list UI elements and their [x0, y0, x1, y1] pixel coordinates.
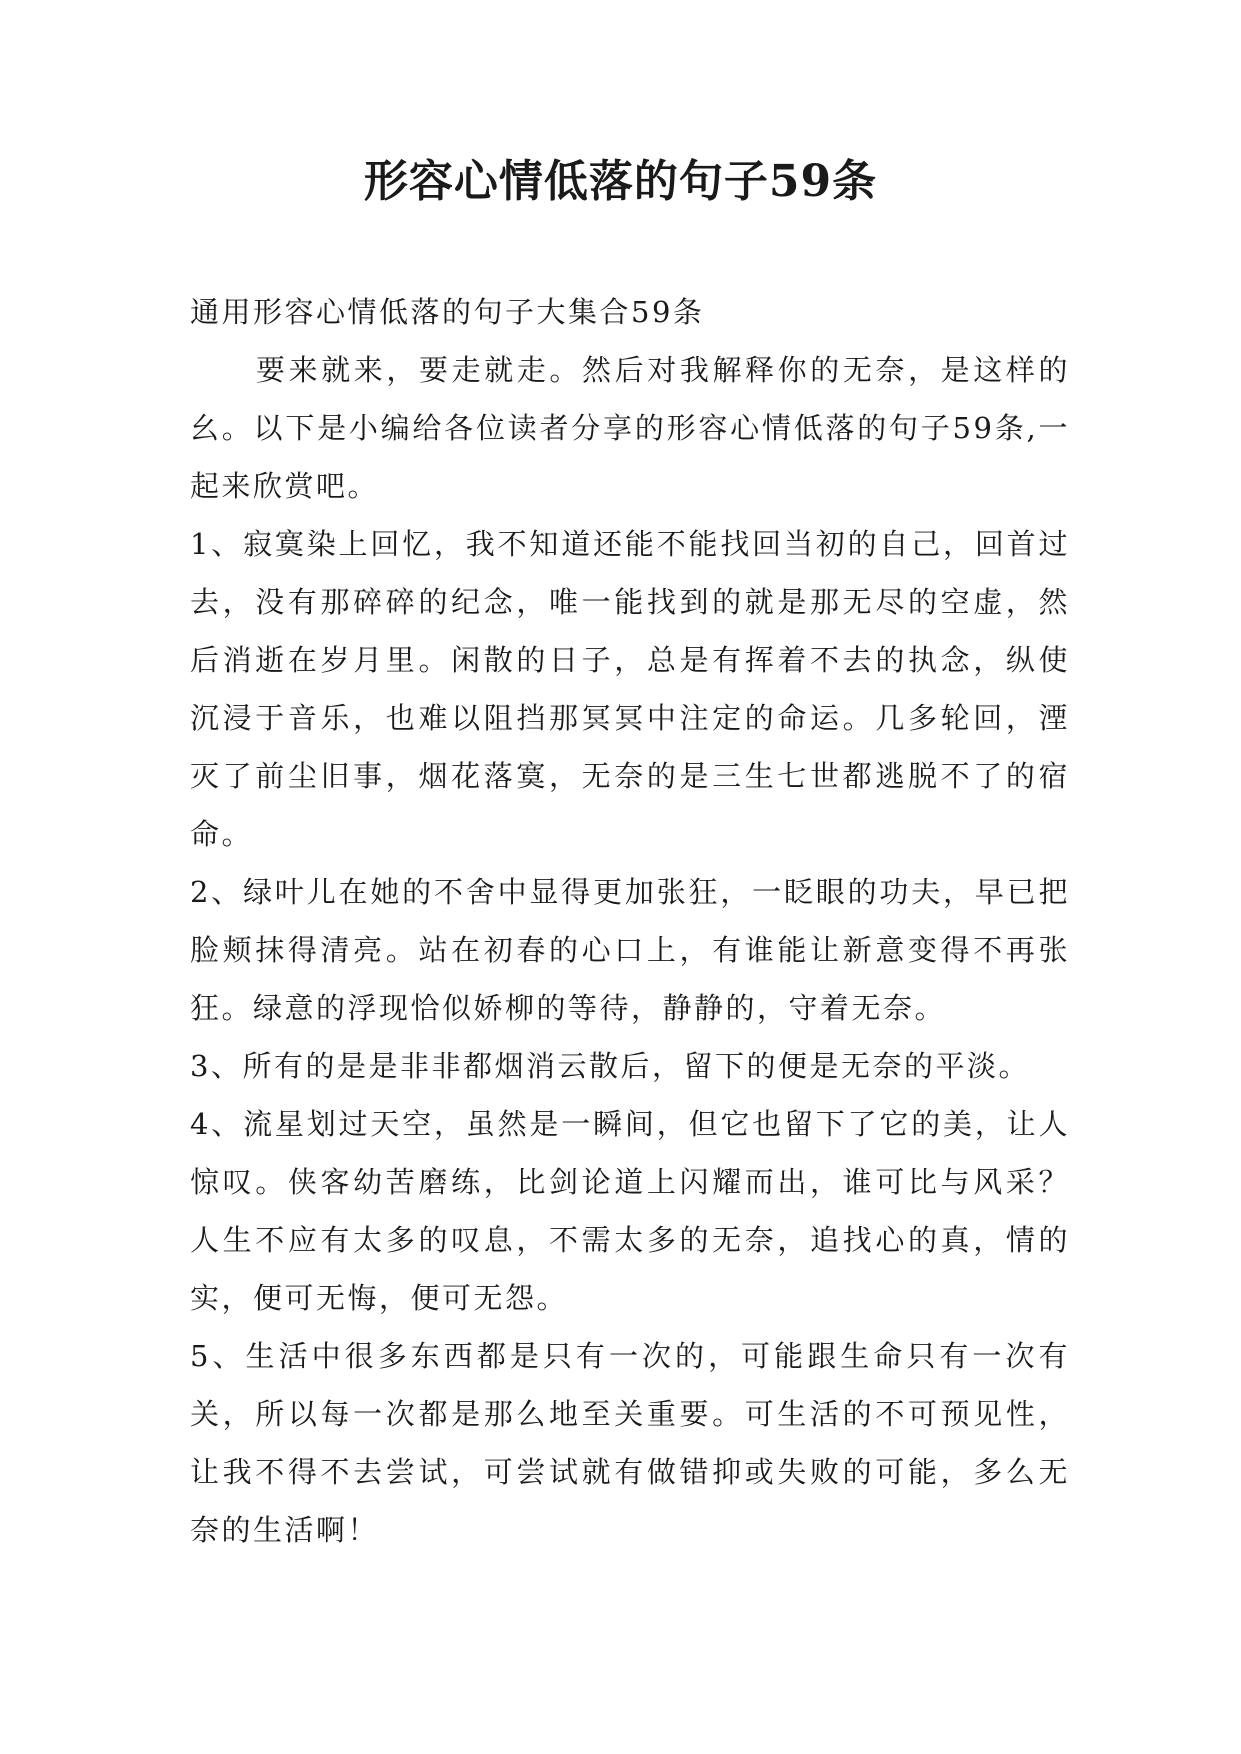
list-item: 5、生活中很多东西都是只有一次的，可能跟生命只有一次有关，所以每一次都是那么地至关重要。可生活的不可预见性，让我不得不去尝试，可尝试就有做错抑或失败的可能，多么无奈的生活啊！ [190, 1339, 1070, 1547]
list-item: 1、寂寞染上回忆，我不知道还能不能找回当初的自己，回首过去，没有那碎碎的纪念，唯一能找到的就是那无尽的空虚，然后消逝在岁月里。闲散的日子，总是有挥着不去的执念，纵使沉浸于音乐，也难以阻挡那冥冥中注定的命运。几多轮回，湮灭了前尘旧事，烟花落寞，无奈的是三生七世都逃脱不了的宿命。 [190, 527, 1070, 851]
list-item: 2、绿叶儿在她的不舍中显得更加张狂，一眨眼的功夫，早已把脸颊抹得清亮。站在初春的心口上，有谁能让新意变得不再张狂。绿意的浮现恰似娇柳的等待，静静的，守着无奈。 [190, 875, 1070, 1025]
subtitle: 通用形容心情低落的句子大集合59条 [190, 295, 705, 329]
list-item: 4、流星划过天空，虽然是一瞬间，但它也留下了它的美，让人惊叹。侠客幼苦磨练，比剑论道上闪耀而出，谁可比与风采？人生不应有太多的叹息，不需太多的无奈，追找心的真，情的实，便可无悔，便可无怨。 [190, 1107, 1070, 1315]
document-body [190, 283, 1070, 1559]
intro-paragraph: 要来就来，要走就走。然后对我解释你的无奈，是这样的幺。以下是小编给各位读者分享的形容心情低落的句子59条,一起来欣赏吧。 [190, 353, 1070, 503]
list-item: 3、所有的是是非非都烟消云散后，留下的便是无奈的平淡。 [190, 1049, 1030, 1083]
document-title: 形容心情低落的句子59条 [363, 156, 878, 207]
